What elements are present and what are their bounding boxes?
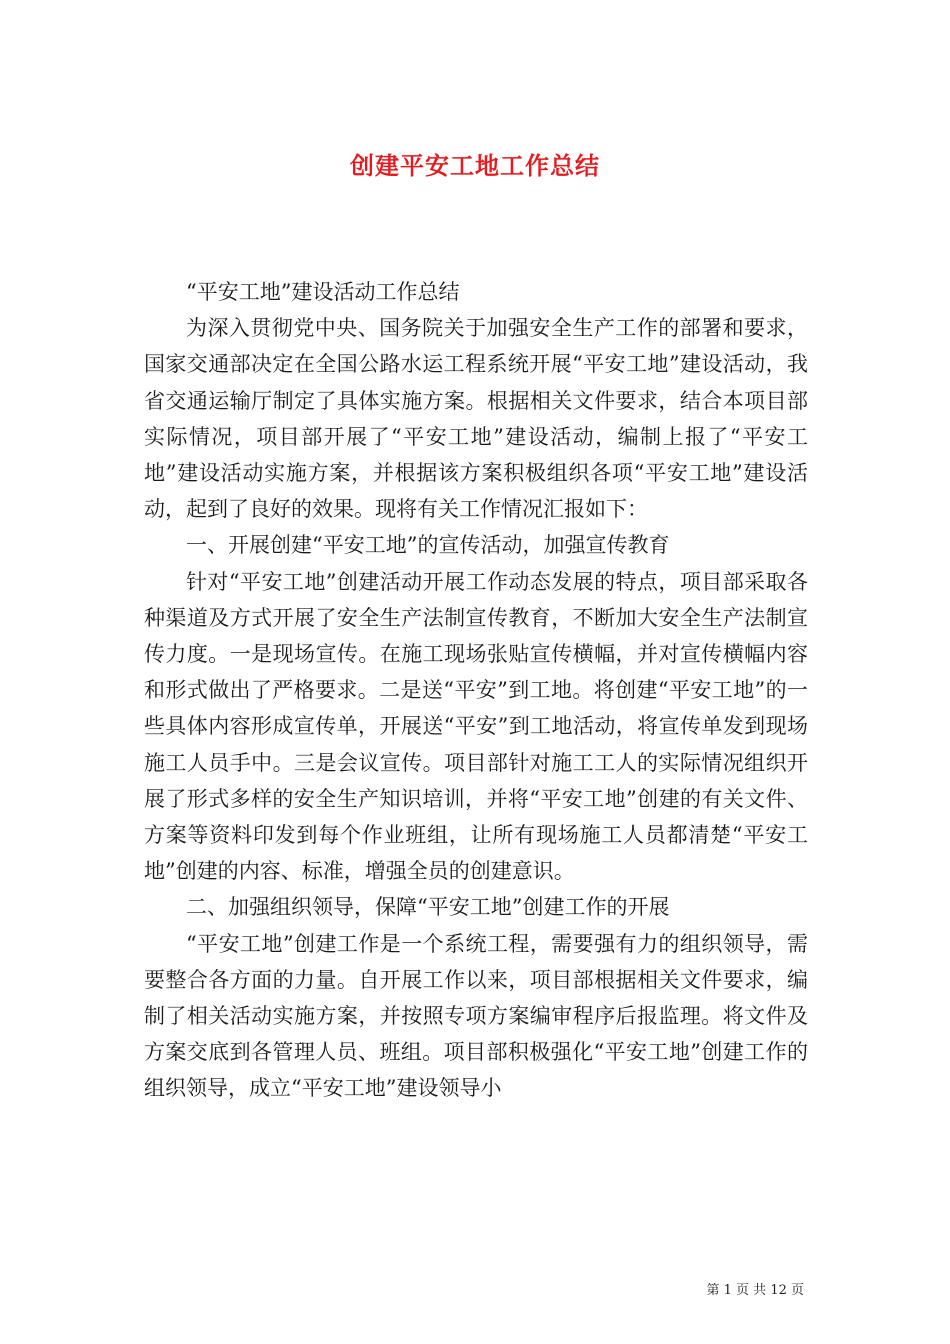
body-paragraph: 一、开展创建“平安工地”的宣传活动，加强宣传教育 bbox=[186, 533, 670, 558]
body-paragraph: 为深入贯彻党中央、国务院关于加强安全生产工作的部署和要求，国家交通部决定在全国公路水运工程系统开展“平安工地”建设活动，我省交通运输厅制定了具体实施方案。根据相关文件要求，结合本项目部实际情况，项目部开展了“平安工地”建设活动，编制上报了“平安工地”建设活动实施方案，并根据该方案积极组织各项“平安工地”建设活动，起到了良好的效果。现将有关工作情况汇报如下： bbox=[144, 316, 808, 522]
document-body bbox=[144, 274, 808, 1107]
page-title: 创建平安工地工作总结 bbox=[350, 151, 600, 181]
body-paragraph: 二、加强组织领导，保障“平安工地”创建工作的开展 bbox=[186, 895, 670, 920]
body-paragraph: “平安工地”建设活动工作总结 bbox=[186, 280, 460, 304]
body-paragraph: “平安工地”创建工作是一个系统工程，需要强有力的组织领导，需要整合各方面的力量。自开展工作以来，项目部根据相关文件要求，编制了相关活动实施方案，并按照专项方案编审程序后报监理。将文件及方案交底到各管理人员、班组。项目部积极强化“平安工地”创建工作的组织领导，成立“平安工地”建设领导小 bbox=[144, 931, 808, 1101]
body-paragraph: 针对“平安工地”创建活动开展工作动态发展的特点，项目部采取各种渠道及方式开展了安全生产法制宣传教育，不断加大安全生产法制宣传力度。一是现场宣传。在施工现场张贴宣传横幅，并对宣传横幅内容和形式做出了严格要求。二是送“平安”到工地。将创建“平安工地”的一些具体内容形成宣传单，开展送“平安”到工地活动，将宣传单发到现场施工人员手中。三是会议宣传。项目部针对施工工人的实际情况组织开展了形式多样的安全生产知识培训，并将“平安工地”创建的有关文件、方案等资料印发到每个作业班组，让所有现场施工人员都清楚“平安工地”创建的内容、标准，增强全员的创建意识。 bbox=[144, 569, 808, 884]
page-number: 第 1 页 共 12 页 bbox=[706, 1283, 804, 1298]
